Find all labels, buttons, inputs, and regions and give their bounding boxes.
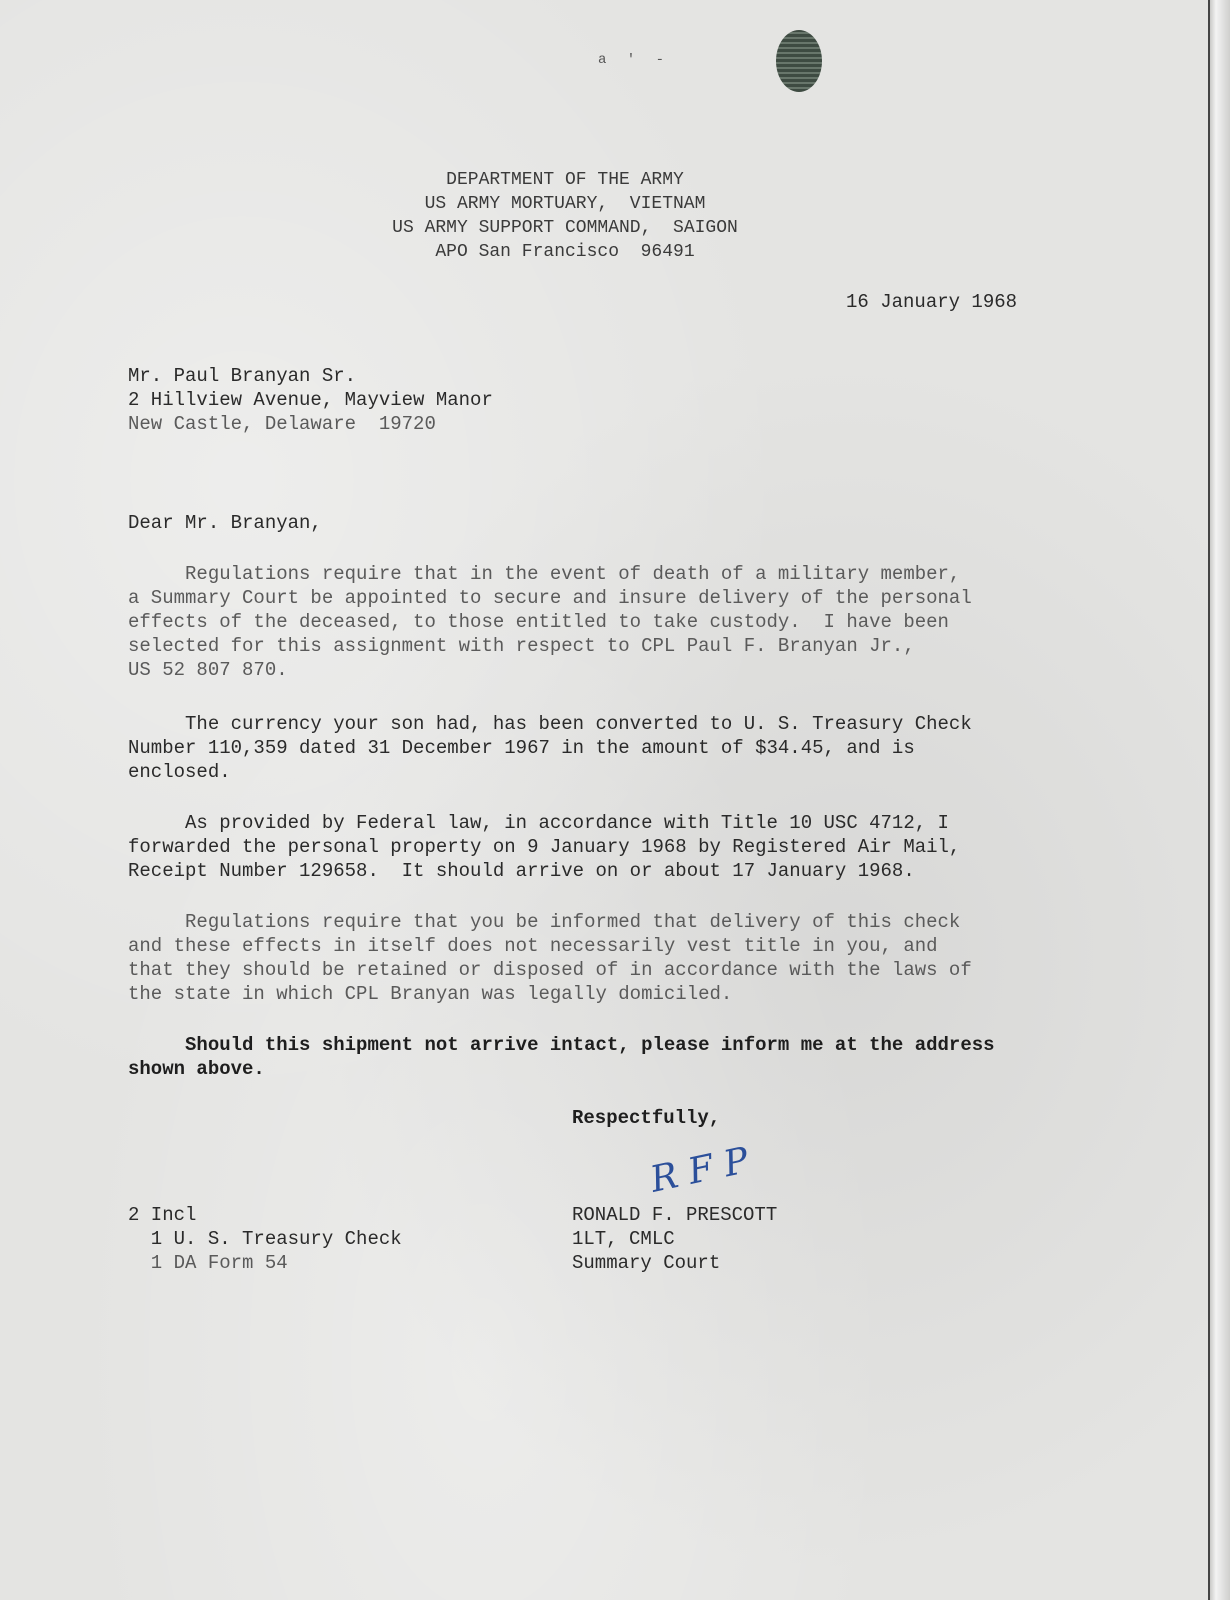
handwritten-signature: R F P: [646, 1140, 753, 1201]
stray-marks: a ' -: [598, 52, 671, 68]
signer-title: Summary Court: [572, 1252, 721, 1274]
letter-date: 16 January 1968: [846, 291, 1018, 313]
salutation: Dear Mr. Branyan,: [128, 512, 322, 534]
paragraph-1: [128, 562, 1078, 682]
enclosure-count: 2 Incl: [128, 1204, 197, 1226]
paragraph-2: [128, 712, 1078, 784]
scanner-edge: [1208, 0, 1230, 1600]
paragraph-line: The currency your son had, has been converted to U. S. Treasury Check: [128, 713, 972, 735]
paragraph-4: [128, 910, 1078, 1006]
paragraph-line: and these effects in itself does not necessarily vest title in you, and: [128, 935, 938, 957]
letterhead-line-3: US ARMY SUPPORT COMMAND, SAIGON: [392, 218, 738, 238]
paragraph-line: Regulations require that in the event of death of a military member,: [128, 563, 961, 585]
signer-name: RONALD F. PRESCOTT: [572, 1204, 778, 1226]
paragraph-line: shown above.: [128, 1058, 265, 1080]
letterhead-line-4: APO San Francisco 96491: [435, 242, 695, 262]
recipient-name: Mr. Paul Branyan Sr.: [128, 365, 357, 387]
paragraph-line: enclosed.: [128, 761, 231, 783]
recipient-street: 2 Hillview Avenue, Mayview Manor: [128, 389, 493, 411]
enclosure-item-2: 1 DA Form 54: [128, 1252, 288, 1274]
enclosure-item-1: 1 U. S. Treasury Check: [128, 1228, 402, 1250]
paragraph-line: selected for this assignment with respect to CPL Paul F. Branyan Jr.,: [128, 635, 915, 657]
paragraph-line: a Summary Court be appointed to secure and insure delivery of the personal: [128, 587, 972, 609]
punch-hole: [776, 30, 822, 92]
paragraph-line: effects of the deceased, to those entitled to take custody. I have been: [128, 611, 949, 633]
letterhead: [340, 168, 790, 264]
signature-block: [572, 1203, 972, 1275]
paragraph-line: Should this shipment not arrive intact, please inform me at the address: [128, 1034, 995, 1056]
paragraph-line: US 52 807 870.: [128, 659, 288, 681]
letterhead-line-2: US ARMY MORTUARY, VIETNAM: [424, 194, 706, 214]
signer-rank: 1LT, CMLC: [572, 1228, 675, 1250]
enclosures: [128, 1203, 548, 1275]
recipient-city: New Castle, Delaware 19720: [128, 413, 436, 435]
paragraph-3: [128, 811, 1078, 883]
paragraph-5: [128, 1033, 1078, 1081]
letterhead-line-1: DEPARTMENT OF THE ARMY: [446, 170, 684, 190]
paragraph-line: As provided by Federal law, in accordance with Title 10 USC 4712, I: [128, 812, 949, 834]
recipient-address: [128, 364, 1078, 436]
paragraph-line: the state in which CPL Branyan was legally domiciled.: [128, 983, 733, 1005]
paragraph-line: Number 110,359 dated 31 December 1967 in the amount of $34.45, and is: [128, 737, 915, 759]
closing: Respectfully,: [572, 1107, 721, 1129]
paragraph-line: that they should be retained or disposed of in accordance with the laws of: [128, 959, 972, 981]
paragraph-line: Regulations require that you be informed that delivery of this check: [128, 911, 961, 933]
paragraph-line: Receipt Number 129658. It should arrive on or about 17 January 1968.: [128, 860, 915, 882]
paragraph-line: forwarded the personal property on 9 January 1968 by Registered Air Mail,: [128, 836, 961, 858]
